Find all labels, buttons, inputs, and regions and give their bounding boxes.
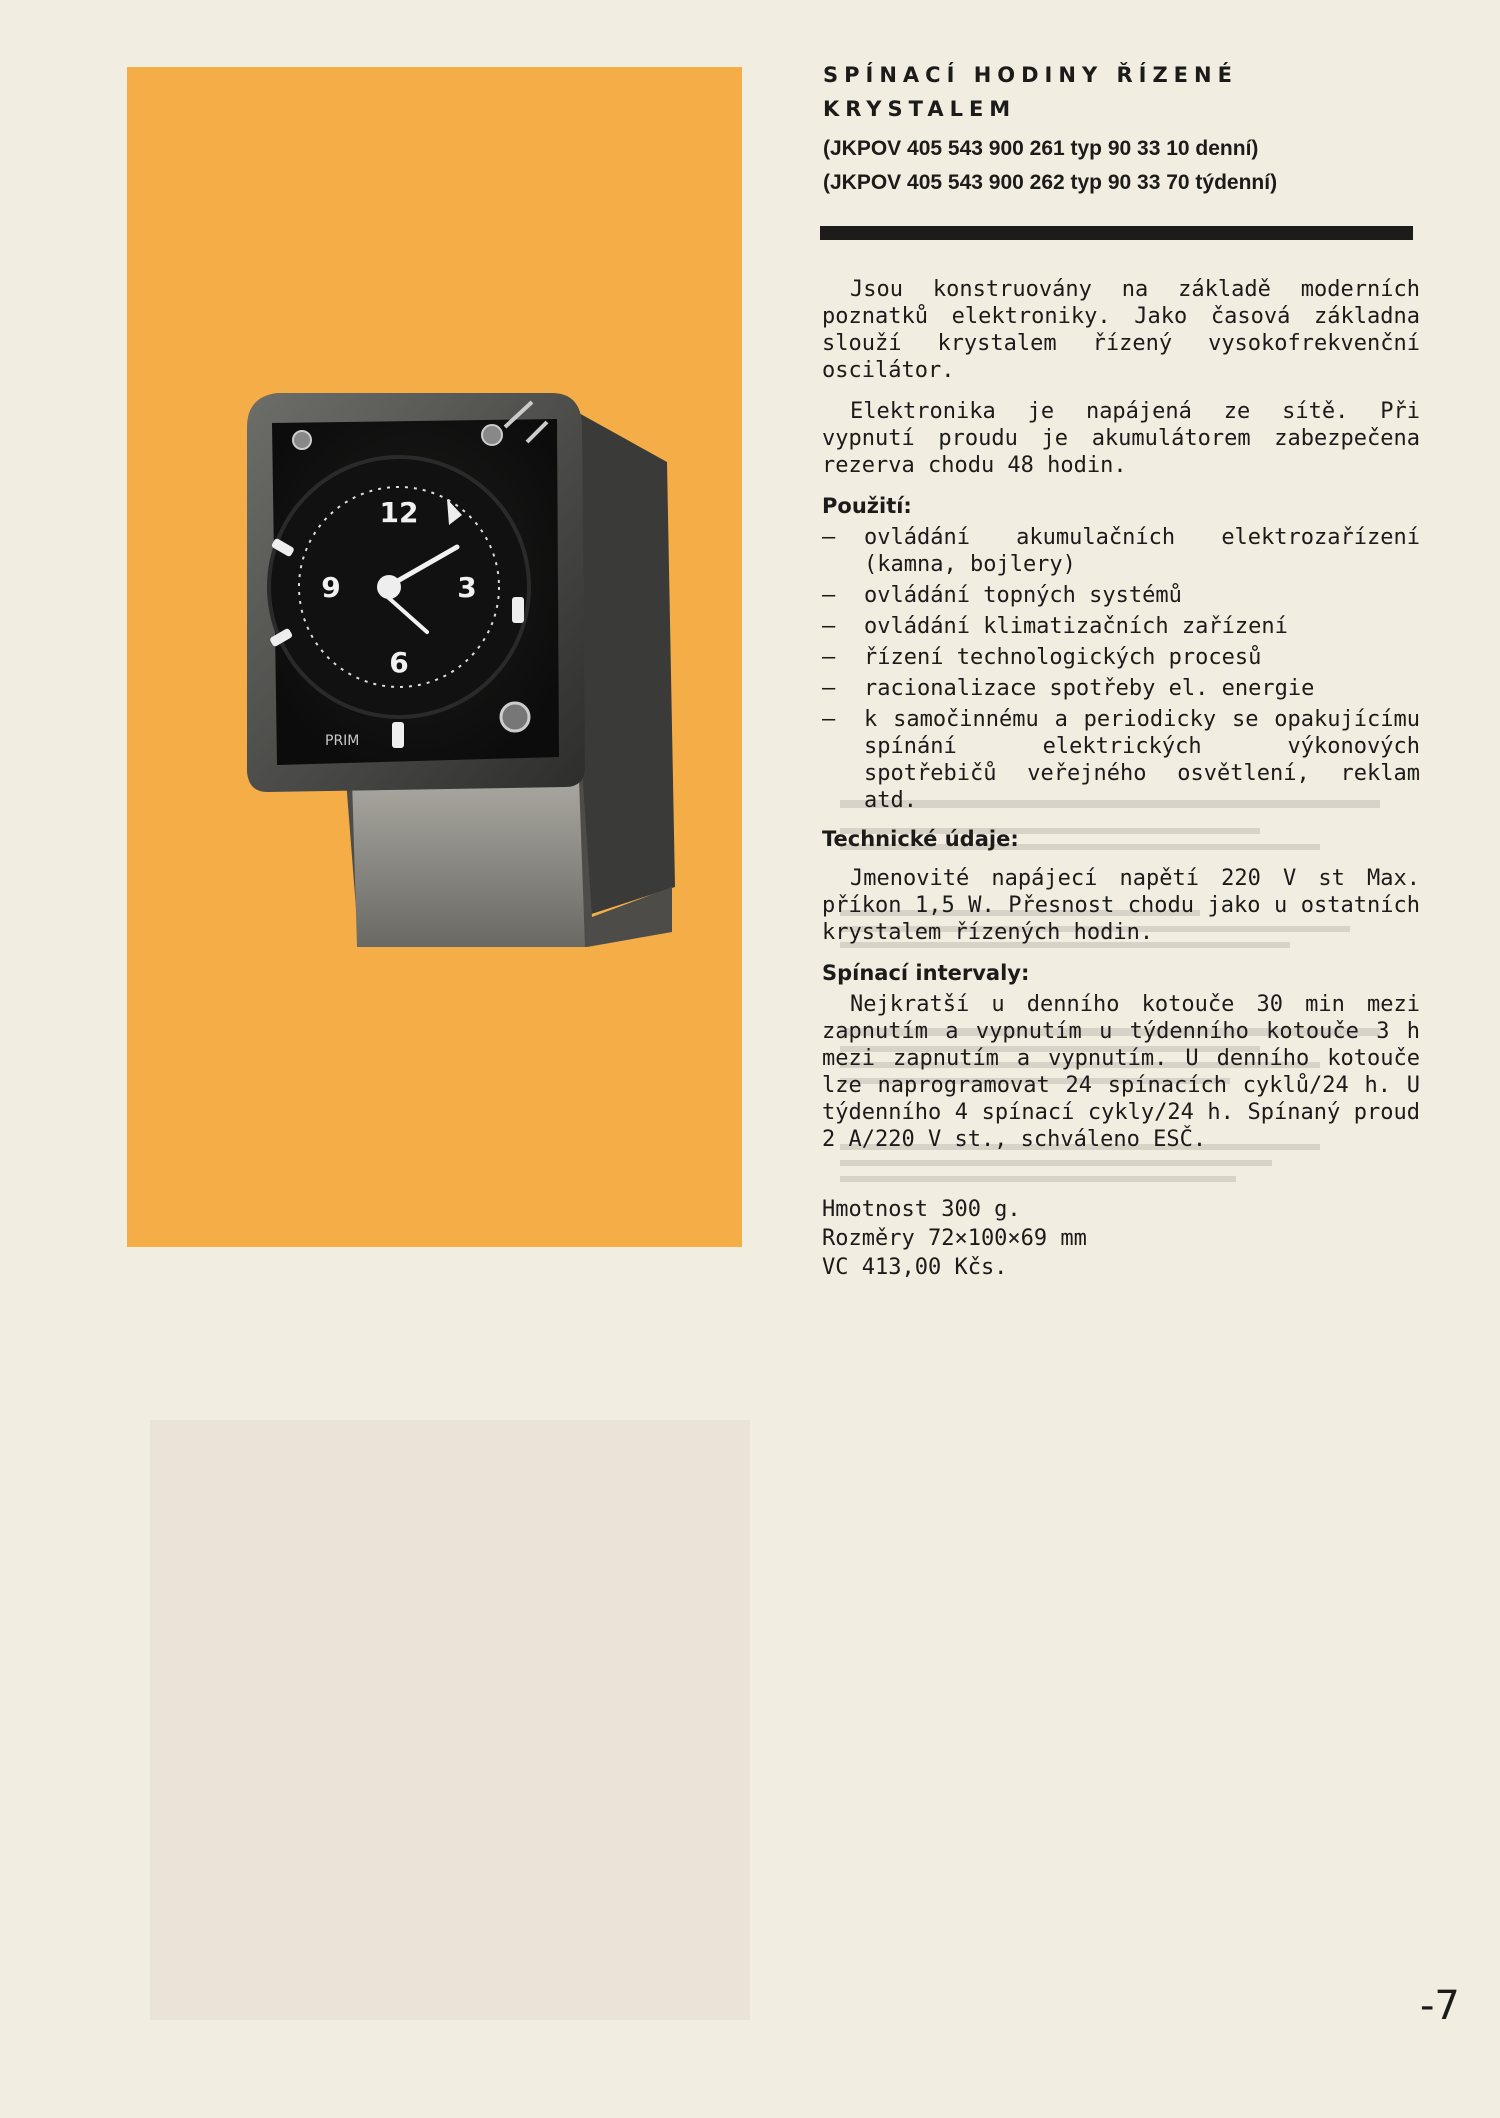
intervals-heading: Spínací intervaly:: [822, 961, 1030, 985]
article-body: [822, 276, 1420, 1282]
spec-weight: Hmotnost 300 g.: [822, 1197, 1021, 1222]
page-number: -7: [1420, 1983, 1460, 2029]
list-item: — ovládání topných systémů: [822, 583, 1182, 608]
technical-text: Jmenovité napájecí napětí 220 V st Max. příkon 1,5 W. Přesnost chodu jako u ostatních krystalem řízených hodin.: [822, 866, 1420, 945]
spec-price: VC 413,00 Kčs.: [822, 1255, 1008, 1280]
show-through-image: [150, 1420, 750, 2020]
list-item: — ovládání akumulačních elektrozařízení (kamna, bojlery): [822, 525, 1420, 577]
usage-list: [822, 524, 1420, 814]
product-codes: [823, 132, 1443, 200]
intro-paragraph-1: Jsou konstruovány na základě moderních poznatků elektroniky. Jako časová základna slouží krystalem řízený vysokofrekvenční oscilátor.: [822, 277, 1420, 383]
dial-6: 6: [389, 646, 409, 679]
usage-heading: Použití:: [822, 494, 912, 518]
list-item: — ovládání klimatizačních zařízení: [822, 614, 1288, 639]
heading-rule: [820, 226, 1413, 240]
code-daily: (JKPOV 405 543 900 261 typ 90 33 10 denní): [823, 137, 1259, 160]
spec-lines: [822, 1195, 1420, 1282]
intervals-text: Nejkratší u denního kotouče 30 min mezi zapnutím a vypnutím u týdenního kotouče 3 h mezi zapnutím a vypnutím. U denního kotouče lze naprogramovat 24 spínacích cyklů/24 h. U týdenního 4 spínací cykly/24 h. Spínaný proud 2 A/220 V st., schváleno ESČ.: [822, 992, 1420, 1152]
dial-12: 12: [379, 496, 419, 529]
technical-heading: Technické údaje:: [822, 827, 1019, 851]
list-item: — řízení technologických procesů: [822, 645, 1262, 670]
list-item: — k samočinnému a periodicky se opakujícímu spínání elektrických výkonových spotřebičů veřejného osvětlení, reklam atd.: [822, 707, 1420, 813]
code-weekly: (JKPOV 405 543 900 262 typ 90 33 70 týdenní): [823, 171, 1278, 194]
time-switch-photo: [127, 67, 742, 1247]
dial-3: 3: [457, 571, 477, 604]
spec-dimensions: Rozměry 72×100×69 mm: [822, 1226, 1087, 1251]
dial-9: 9: [321, 571, 341, 604]
list-item: — racionalizace spotřeby el. energie: [822, 676, 1315, 701]
product-photo-panel: [127, 67, 742, 1247]
brand-logo: PRIM: [325, 733, 360, 749]
intro-paragraph-2: Elektronika je napájená ze sítě. Při vypnutí proudu je akumulátorem zabezpečena rezerva chodu 48 hodin.: [822, 399, 1420, 478]
product-title: SPÍNACÍ HODINY ŘÍZENÉ KRYSTALEM: [823, 63, 1238, 121]
